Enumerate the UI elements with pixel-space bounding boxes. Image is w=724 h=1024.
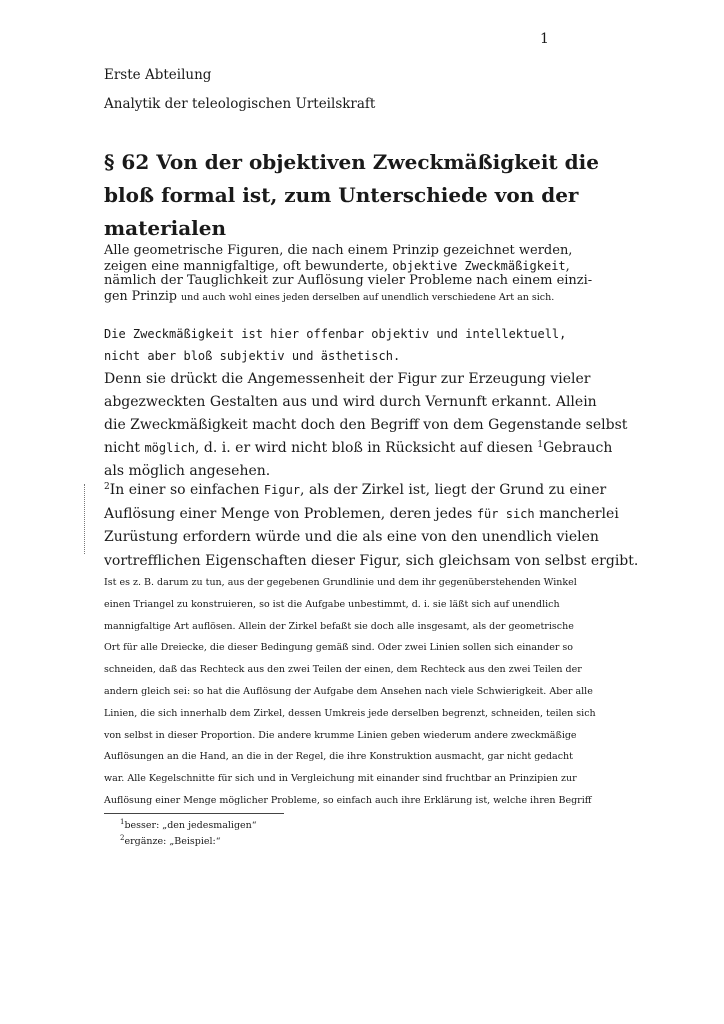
emphasis-mono: objektive Zweckmäßigkeit [392, 258, 566, 273]
text-line [104, 437, 613, 460]
text-line: Ort für alle Dreiecke, die dieser Bedingung gemäß sind. Oder zwei Linien sollen sich einander so [104, 642, 573, 654]
text-span: mancherlei [539, 505, 619, 522]
title-line: § 62 Von der objektiven Zweckmäßigkeit die [104, 150, 599, 174]
text-line: mannigfaltige Art auflösen. Allein der Zirkel befaßt sie doch alle insgesamt, als der geometrische [104, 620, 574, 632]
footnote-mark: 2 [120, 834, 125, 842]
footnote-text: ergänze: „Beispiel:“ [124, 836, 221, 847]
text-line: Die Zweckmäßigkeit ist hier offenbar objektiv und intellektuell, [104, 327, 567, 341]
title-line: materialen [104, 216, 227, 240]
text-span: Auflösung einer Menge von Problemen, deren jedes [104, 505, 473, 522]
footnote-1 [120, 820, 257, 831]
paragraph-1 [104, 243, 593, 305]
text-line: als möglich angesehen. [104, 463, 271, 479]
emphasis-mono: für sich [476, 506, 535, 521]
small-text: und auch wohl eines jeden derselben auf unendlich verschiedene Art an sich. [181, 291, 555, 303]
text-span: , d. i. er wird nicht bloß in Rücksicht auf diesen [195, 440, 533, 456]
text-line [104, 479, 607, 503]
footnote-mark: 1 [120, 818, 125, 826]
paragraph-3 [104, 368, 628, 483]
footnote-2 [120, 836, 221, 847]
text-line: von selbst in dieser Proportion. Die andere krumme Linien geben wiederum andere zweckmäßige [104, 729, 577, 741]
text-line: Linien, die sich innerhalb dem Zirkel, dessen Umkreis jede derselben begrenzt, schneiden, teilen sich [104, 707, 596, 719]
text-line: Ist es z. B. darum zu tun, aus der gegebenen Grundlinie und dem ihr gegenüberstehenden Winkel [104, 577, 577, 588]
text-span: In einer so einfachen [109, 482, 260, 498]
footnote-marker: 2 [104, 482, 110, 492]
text-line [104, 289, 553, 306]
text-line: Zurüstung erfordern würde und die als eine von den unendlich vielen [104, 529, 599, 545]
text-line: vortrefflichen Eigenschaften dieser Figur, sich gleichsam von selbst ergibt. [104, 552, 639, 569]
text-span: Gebrauch [543, 440, 613, 456]
text-span: , [565, 258, 570, 274]
text-line: die Zweckmäßigkeit macht doch den Begriff von dem Gegenstande selbst [104, 417, 628, 433]
section-title [104, 146, 599, 245]
paragraph-2-mono [104, 323, 584, 367]
text-line: abgezweckten Gestalten aus und wird durch Vernunft erkannt. Allein [104, 394, 597, 410]
text-line [104, 503, 619, 527]
text-span: , als der Zirkel ist, liegt der Grund zu einer [300, 482, 607, 498]
text-span: gen Prinzip [104, 287, 177, 303]
text-line: Denn sie drückt die Angemessenheit der Figur zur Erzeugung vieler [104, 371, 591, 387]
page-number: 1 [540, 31, 549, 47]
text-line: nämlich der Tauglichkeit zur Auflösung vieler Probleme nach einem einzi- [104, 273, 593, 288]
text-span: zeigen eine mannigfaltige, oft bewunderte, [104, 258, 389, 274]
text-line: schneiden, daß das Rechteck aus den zwei Teilen der einen, dem Rechteck aus den zwei Teilen der [104, 664, 582, 676]
text-line: einen Triangel zu konstruieren, so ist die Aufgabe unbestimmt, d. i. sie läßt sich auf unendlich [104, 598, 560, 610]
margin-dotted-marker [84, 484, 85, 554]
footnote-rule [104, 813, 284, 814]
text-line: Auflösungen an die Hand, an die in der Regel, die ihre Konstruktion ausmacht, gar nicht gedacht [104, 751, 573, 763]
emphasis-mono: Figur [263, 483, 301, 497]
emphasis-mono: möglich [144, 441, 196, 455]
title-line: bloß formal ist, zum Unterschiede von der [104, 183, 579, 207]
footnote-marker: 1 [537, 440, 544, 450]
text-line: nicht aber bloß subjektiv und ästhetisch. [104, 349, 401, 363]
paragraph-4 [104, 479, 639, 573]
paragraph-5-small [104, 572, 596, 812]
footnote-text: besser: „den jedesmaligen“ [124, 820, 257, 831]
text-line: Auflösung einer Menge möglicher Probleme, so einfach auch ihre Erklärung ist, welche ihren Begriff [104, 794, 592, 806]
text-line: andern gleich sei: so hat die Auflösung der Aufgabe dem Ansehen nach viele Schwierigkeit. Aber alle [104, 685, 593, 697]
header-part: Erste Abteilung [104, 67, 212, 83]
text-line [104, 258, 570, 275]
header-section: Analytik der teleologischen Urteilskraft [104, 96, 376, 112]
text-line: Alle geometrische Figuren, die nach einem Prinzip gezeichnet werden, [104, 243, 573, 258]
text-line: war. Alle Kegelschnitte für sich und in Vergleichung mit einander sind fruchtbar an Prinzipien zur [104, 773, 577, 785]
text-span: nicht [104, 440, 140, 456]
